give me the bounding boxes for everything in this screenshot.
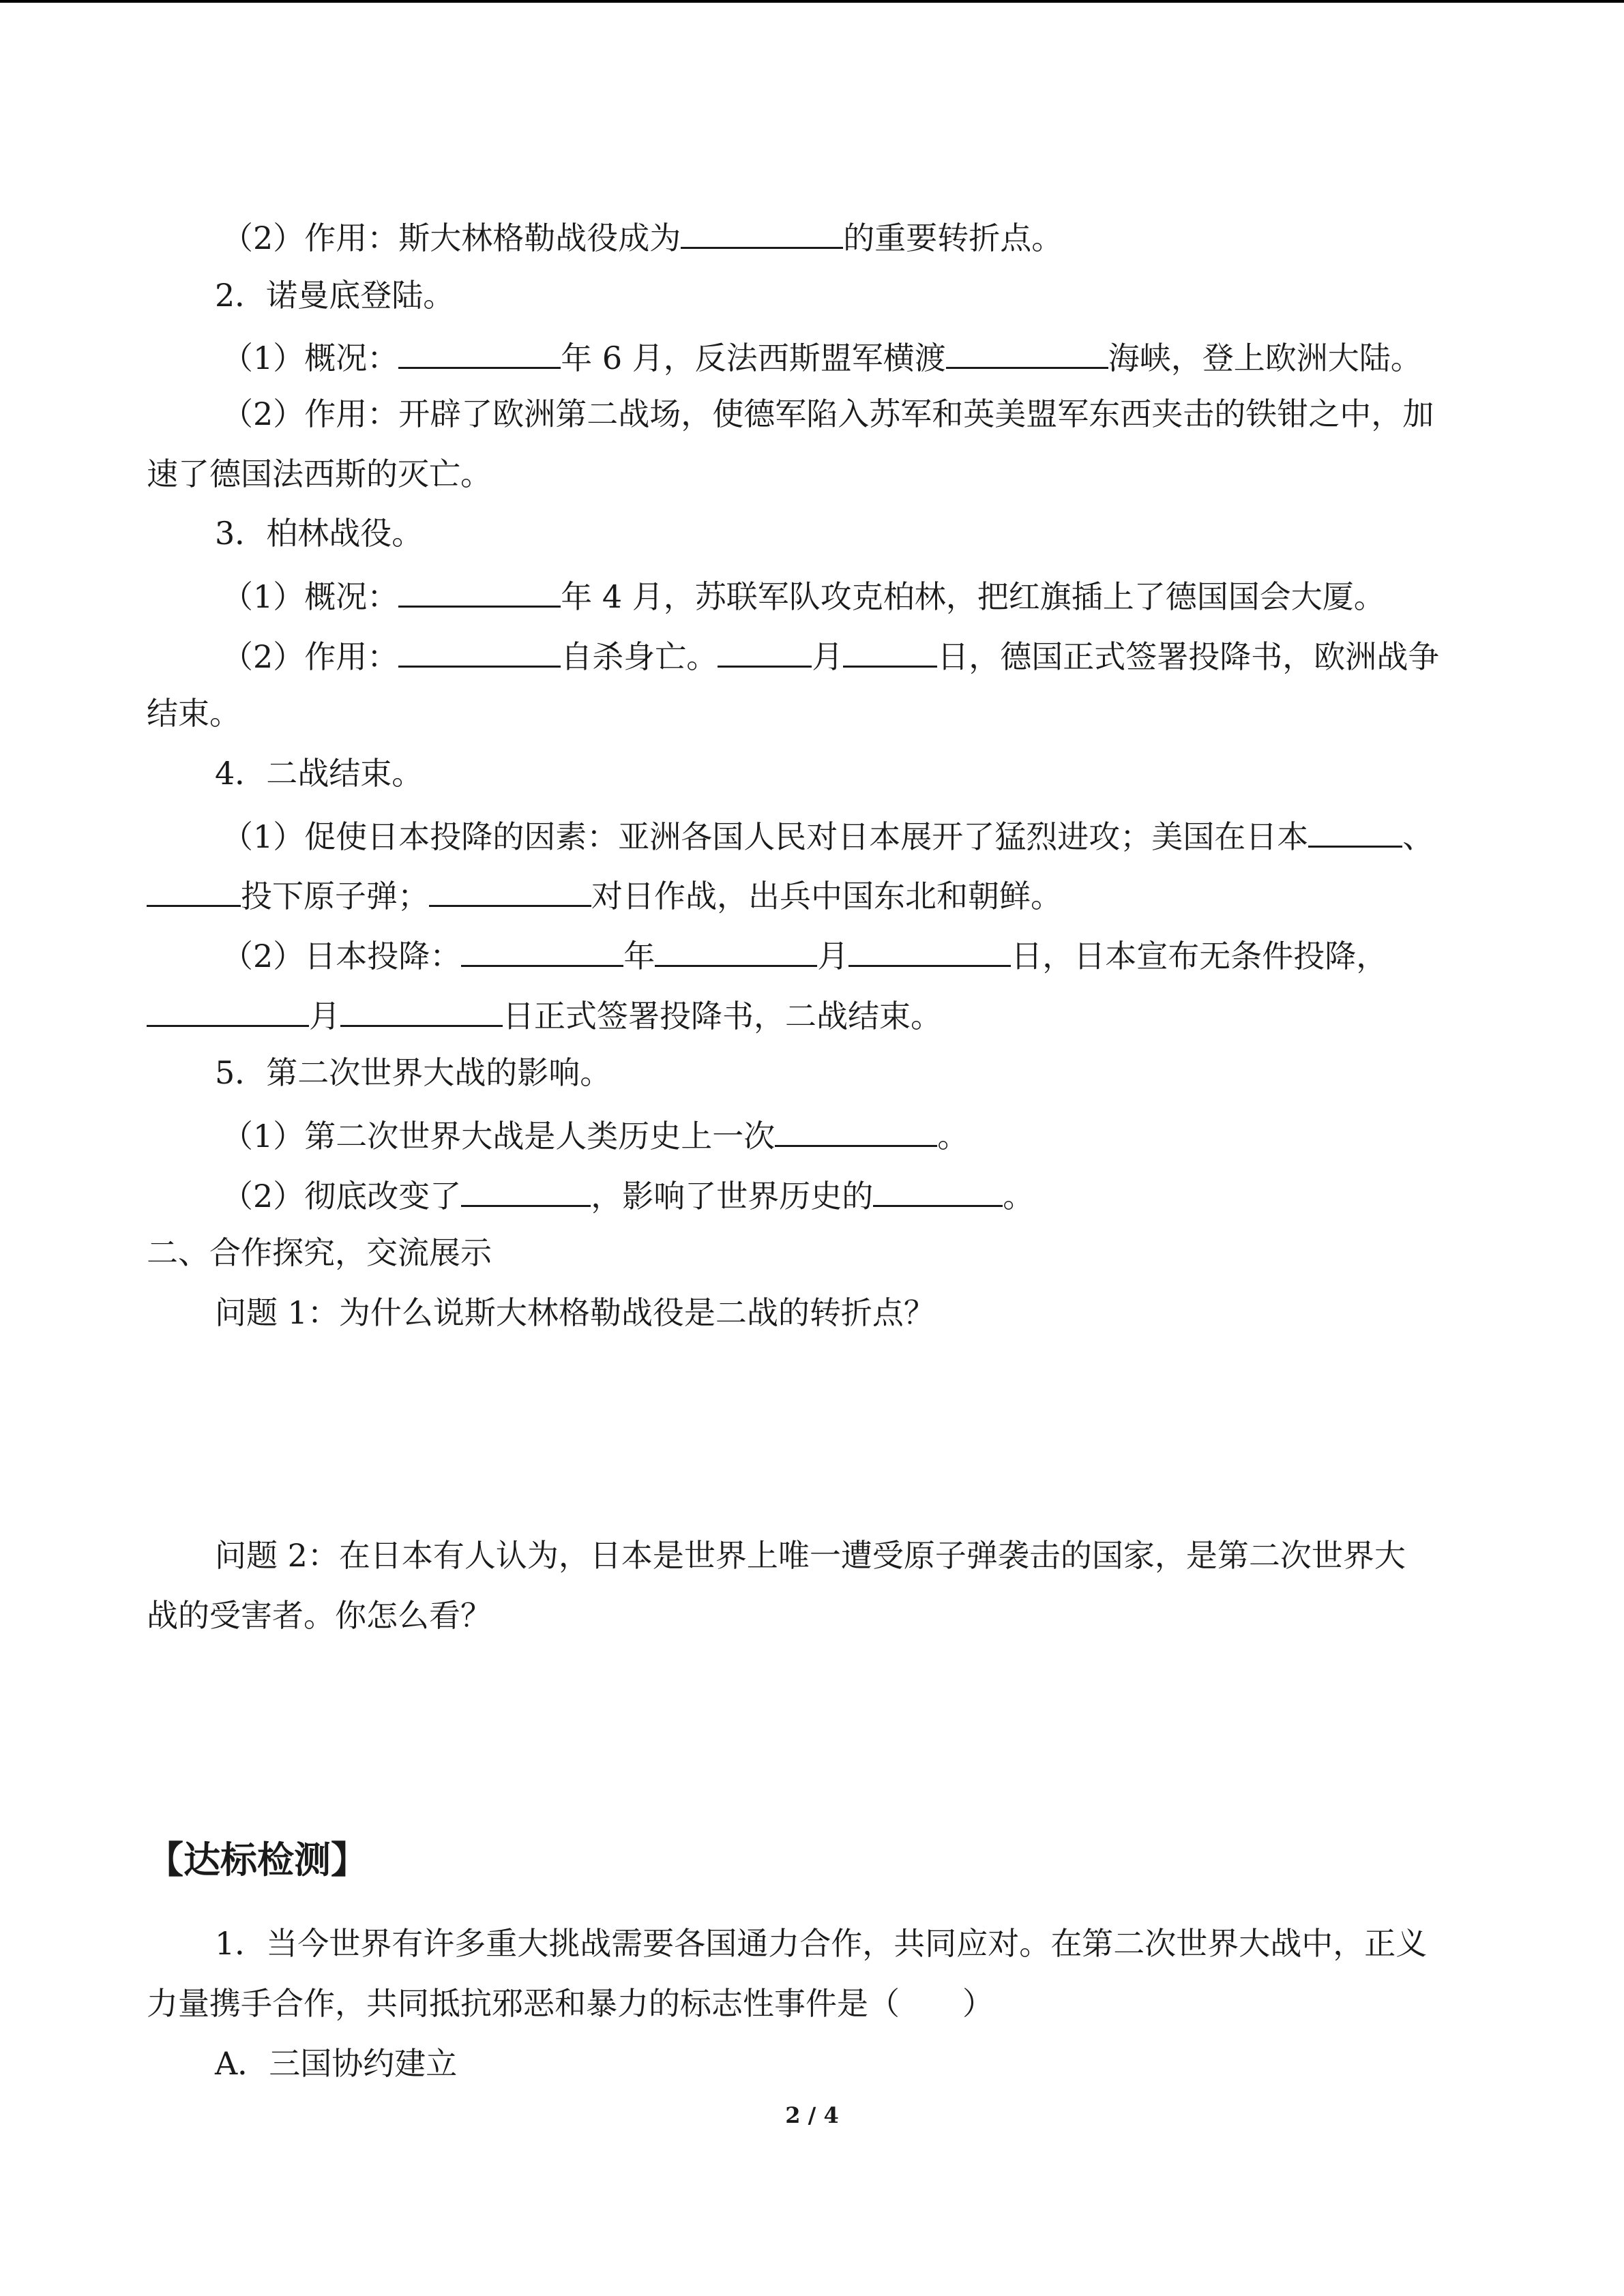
text-line-8: （2）作用： 自杀身亡。 月 日，德国正式签署投降书，欧洲战争: [147, 633, 1552, 677]
text-line-4: （2）作用：开辟了欧洲第二战场，使德军陷入苏军和英美盟军东西夹击的铁钳之中，加: [222, 396, 1434, 432]
page-number: 2 / 4: [785, 2102, 839, 2128]
fill-blank[interactable]: [147, 992, 309, 1027]
text-line-1: （2）作用：斯大林格勒战役成为 的重要转折点。: [147, 214, 1552, 258]
text-line-7: （1）概况： 年 4 月，苏联军队攻克柏林，把红旗插上了德国国会大厦。: [147, 573, 1552, 617]
question-2: 问题 2：在日本有人认为，日本是世界上唯一遭受原子弹袭击的国家，是第二次世界大: [215, 1537, 1406, 1574]
text-line-14: 月 日正式签署投降书，二战结束。: [147, 992, 1477, 1037]
fill-blank[interactable]: [461, 1172, 591, 1207]
text-line-3: （1）概况： 年 6 月，反法西斯盟军横渡 海峡，登上欧洲大陆。: [147, 334, 1552, 378]
fill-blank[interactable]: [340, 992, 503, 1027]
fill-blank[interactable]: [429, 872, 591, 907]
fill-blank[interactable]: [681, 214, 843, 249]
fill-blank[interactable]: [461, 932, 623, 967]
text-line-13: （2）日本投降： 年 月 日，日本宣布无条件投降，: [147, 932, 1552, 976]
question-2-cont: 战的受害者。你怎么看？: [147, 1597, 492, 1634]
fill-blank[interactable]: [843, 633, 937, 668]
assessment-heading: 【达标检测】: [147, 1838, 368, 1881]
section-3-title: 3．柏林战役。: [215, 515, 424, 552]
fill-blank[interactable]: [655, 932, 817, 967]
text-line-5: 速了德国法西斯的灭亡。: [147, 456, 492, 492]
top-border: [0, 0, 1624, 3]
fill-blank[interactable]: [873, 1172, 1003, 1207]
fill-blank[interactable]: [1308, 813, 1402, 848]
text-line-16: （1）第二次世界大战是人类历史上一次 。: [147, 1112, 1552, 1157]
option-a: A．三国协约建立: [215, 2045, 458, 2082]
text-line-17: （2）彻底改变了 ，影响了世界历史的 。: [147, 1172, 1552, 1217]
fill-blank[interactable]: [718, 633, 812, 668]
fill-blank[interactable]: [775, 1112, 937, 1147]
section-2-title: 2．诺曼底登陆。: [215, 277, 455, 314]
fill-blank[interactable]: [848, 932, 1011, 967]
part-2-heading: 二、合作探究，交流展示: [147, 1234, 492, 1271]
section-4-title: 4．二战结束。: [215, 755, 424, 792]
text-line-12: 投下原子弹； 对日作战，出兵中国东北和朝鲜。: [147, 872, 1477, 916]
fill-blank[interactable]: [398, 633, 561, 668]
fill-blank[interactable]: [398, 334, 561, 369]
fill-blank[interactable]: [946, 334, 1108, 369]
fill-blank[interactable]: [147, 872, 241, 907]
exercise-1: 1．当今世界有许多重大挑战需要各国通力合作，共同应对。在第二次世界大战中，正义: [215, 1925, 1428, 1962]
fill-blank[interactable]: [398, 573, 561, 608]
section-5-title: 5．第二次世界大战的影响。: [215, 1054, 612, 1091]
question-1: 问题 1：为什么说斯大林格勒战役是二战的转折点？: [215, 1294, 935, 1331]
text-line-11: （1）促使日本投降的因素：亚洲各国人民对日本展开了猛烈进攻；美国在日本 、: [147, 813, 1552, 857]
text-line-9: 结束。: [147, 695, 241, 732]
exercise-1-cont: 力量携手合作，共同抵抗邪恶和暴力的标志性事件是（ ）: [147, 1985, 994, 2022]
